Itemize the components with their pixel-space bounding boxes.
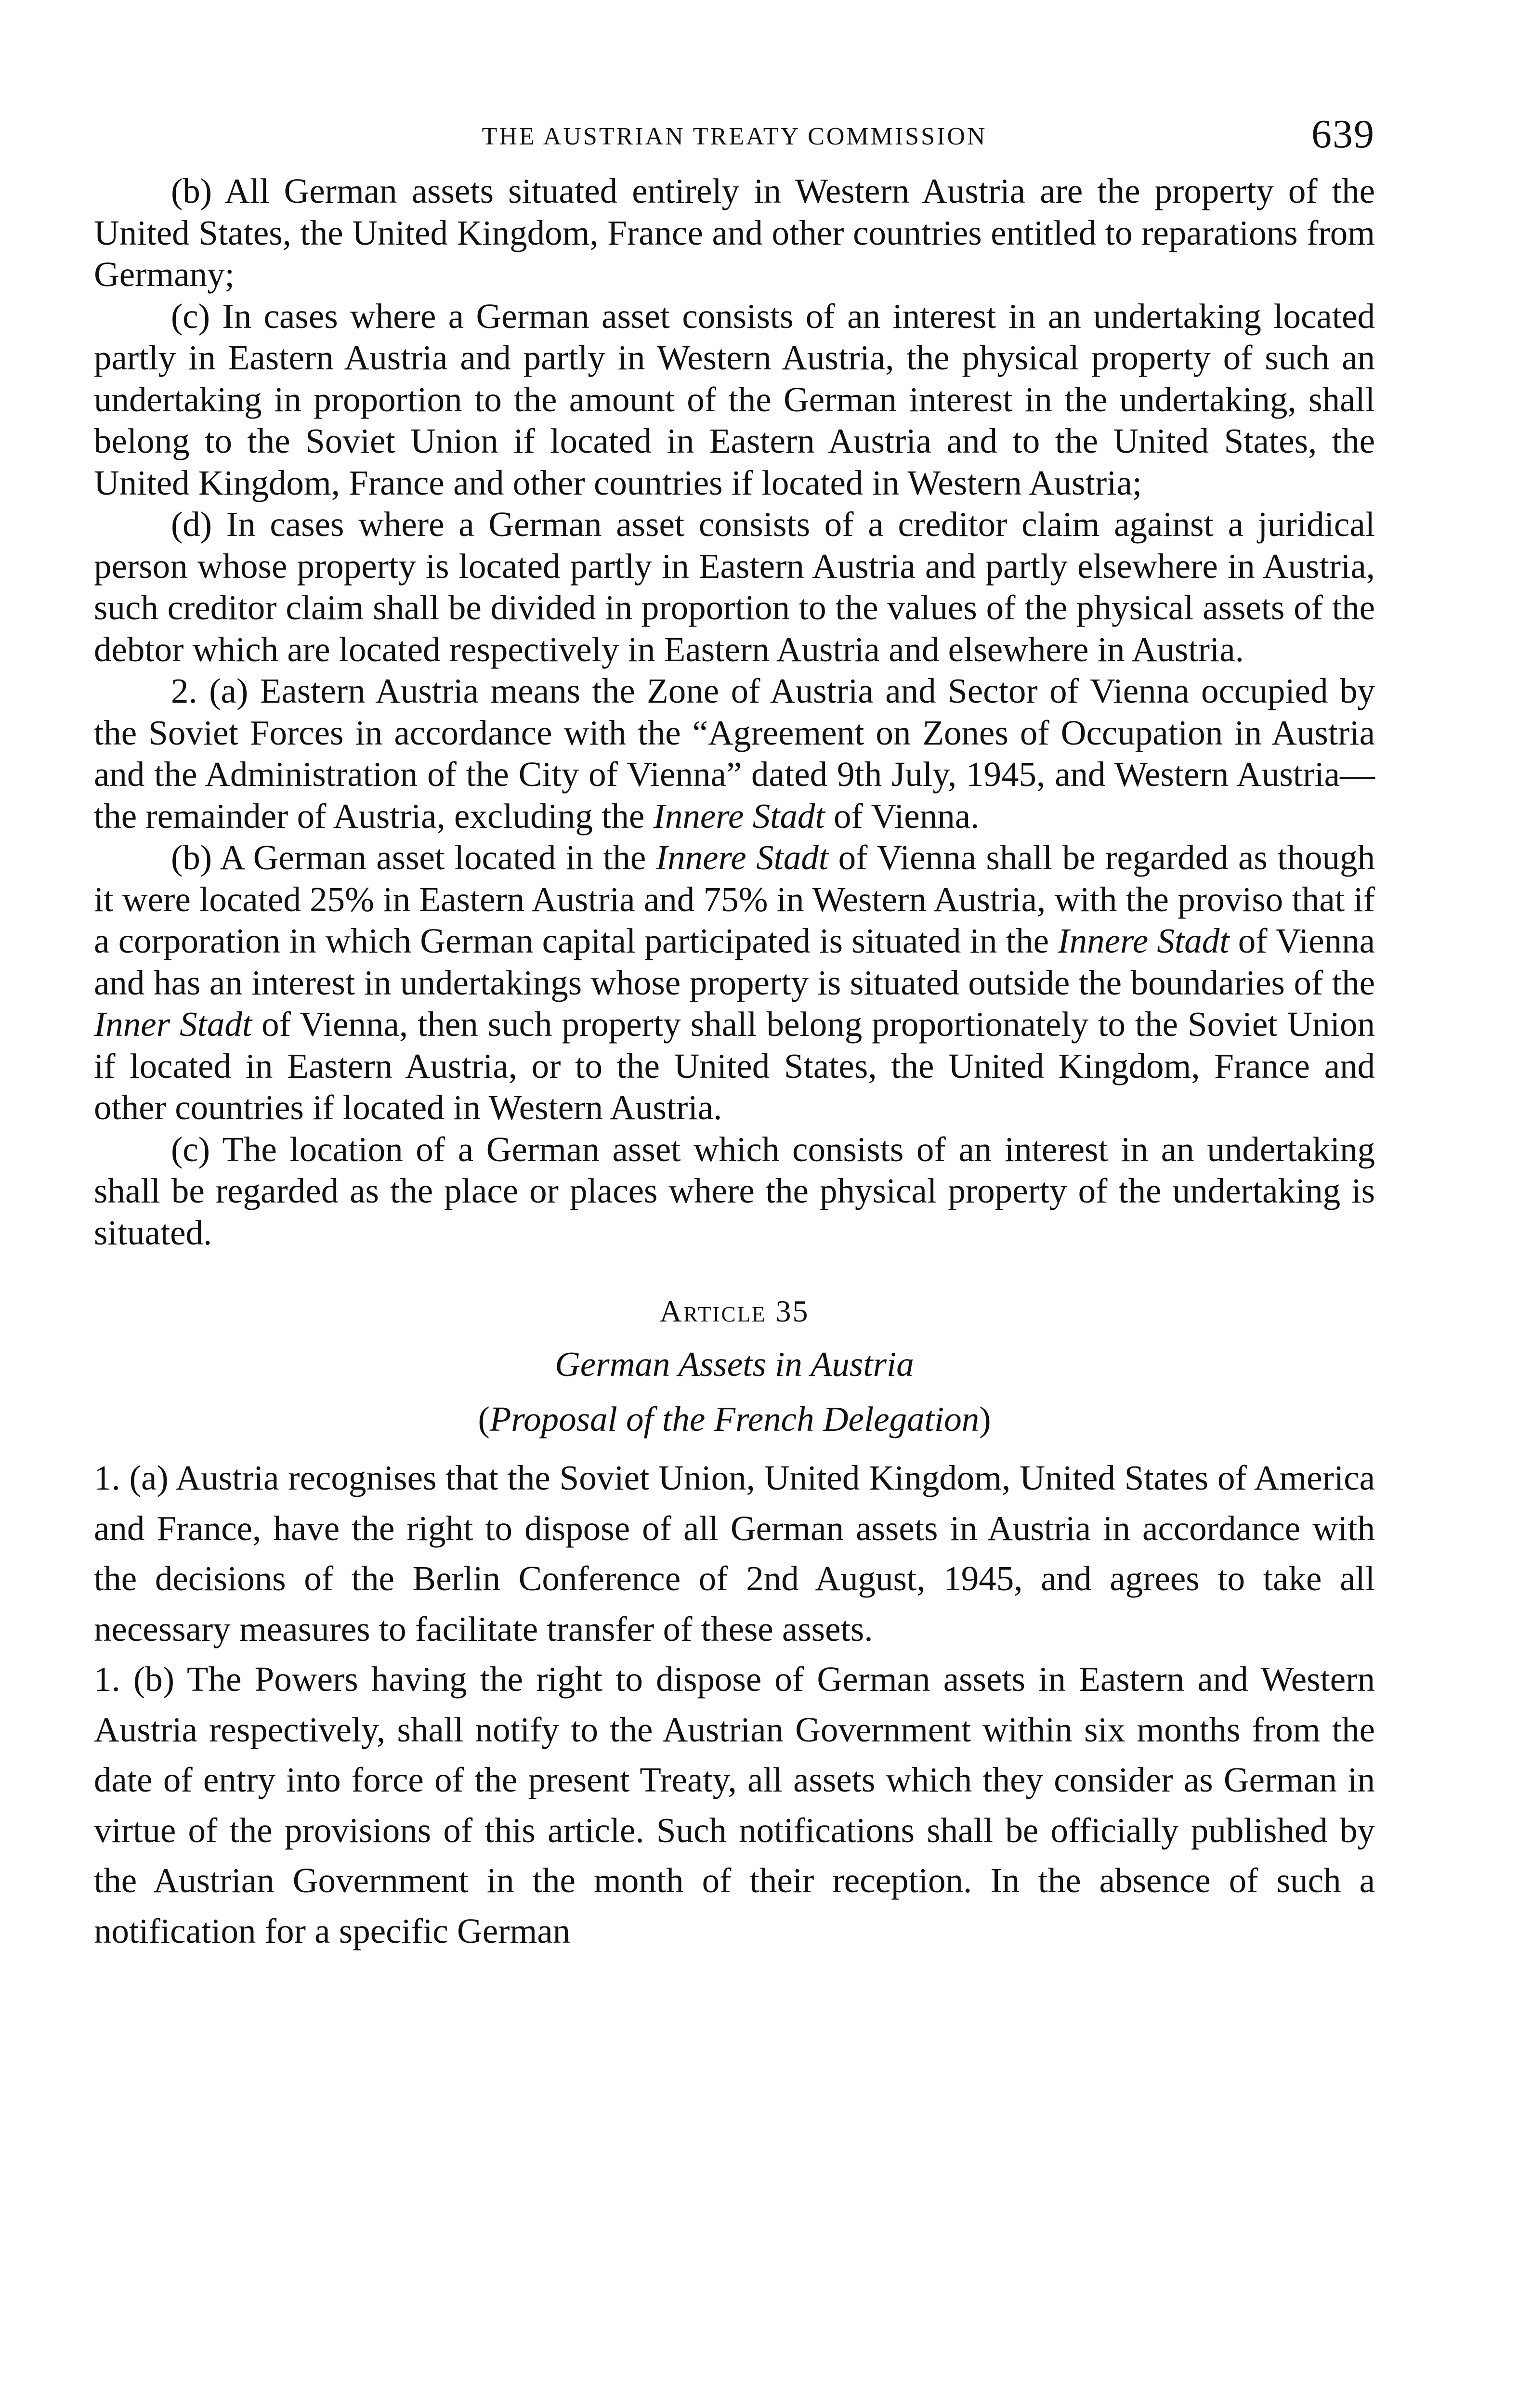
italic-term: Innere Stadt bbox=[655, 838, 829, 877]
paragraph-2c-location-of-asset: (c) The location of a German asset which consists of an interest in an undertaking shall be regarded as the place or places where the physical property of the undertaking is situated. bbox=[94, 1129, 1375, 1252]
paragraph-1b-notification: 1. (b) The Powers having the right to dispose of German assets in Eastern and Western Austria respectively, shall notify to the Austrian Government within six months from the date of entry into force of the present Treaty, all assets which they consider as German in virtue of the provisions of this article. Such notifications shall be officially published by the Austrian Government in the month of their reception. In the absence of such a notification for a specific German bbox=[94, 1660, 1375, 1950]
italic-term: Innere Stadt bbox=[653, 796, 825, 836]
provisions-continued bbox=[94, 170, 1375, 1254]
article-heading bbox=[94, 1287, 1375, 1335]
paragraph-text: (b) A German asset located in the bbox=[171, 838, 656, 877]
page-number: 639 bbox=[1311, 112, 1375, 157]
paragraph-2b-innere-stadt bbox=[94, 837, 1375, 1129]
paragraph-text: 2. (a) Eastern Austria means the Zone of Austria and Sector of Vienna occupied by the Soviet Forces in accordance with the “Agreement on Zones of Occupation in Austria and the Administration of the City of Vienna” dated 9th July, 1945, and Western Austria—the remainder of Austria, excluding the bbox=[94, 671, 1375, 836]
running-header bbox=[94, 111, 1375, 164]
proposal-open-paren: ( bbox=[478, 1400, 490, 1439]
paragraph-1b-western-assets: (b) All German assets situated entirely in Western Austria are the property of the United States, the United Kingdom, France and other countries entitled to reparations from Germany; bbox=[94, 171, 1375, 294]
article-subtitle: German Assets in Austria bbox=[555, 1345, 914, 1384]
italic-term: Inner Stadt bbox=[94, 1005, 252, 1044]
article-35-body bbox=[94, 1453, 1375, 1956]
paragraph-1a-recognition: 1. (a) Austria recognises that the Soviet Union, United Kingdom, United States of America and France, have the right to dispose of all German assets in Austria in accordance with the decisions of the Berlin Conference of 2nd August, 1945, and agrees to take all necessary measures to facilitate transfer of these assets. bbox=[94, 1458, 1375, 1649]
paragraph-1c-mixed-undertakings: (c) In cases where a German asset consists of an interest in an undertaking located partly in Eastern Austria and partly in Western Austria, the physical property of such an undertaking in proportion to the amount of the German interest in the undertaking, shall belong to the Soviet Union if located in Eastern Austria and to the United States, the United Kingdom, France and other countries if located in Western Austria; bbox=[94, 296, 1375, 502]
italic-term: Innere Stadt bbox=[1058, 921, 1230, 960]
proposal-text: Proposal of the French Delegation bbox=[489, 1400, 980, 1439]
proposal-close-paren: ) bbox=[979, 1400, 991, 1439]
paragraph-text: of Vienna, then such property shall belong proportionately to the Soviet Union if located in Eastern Austria, or to the United States, the United Kingdom, France and other countries if located in Western Austria. bbox=[94, 1005, 1375, 1127]
article-proposal-note bbox=[94, 1393, 1375, 1445]
paragraph-text: of Vienna and has an interest in undertakings whose property is situated outside the boundaries of the bbox=[94, 921, 1375, 1002]
article-heading-word: Article bbox=[659, 1294, 767, 1328]
paragraph-1d-creditor-claims: (d) In cases where a German asset consists of a creditor claim against a juridical person whose property is located partly in Eastern Austria and partly elsewhere in Austria, such creditor claim shall be divided in proportion to the values of the physical assets of the debtor which are located respectively in Eastern Austria and elsewhere in Austria. bbox=[94, 505, 1375, 669]
document-page bbox=[94, 111, 1375, 1956]
paragraph-text: of Vienna shall be regarded as though it were located 25% in Eastern Austria and 75% in Western Austria, with the proviso that if a corporation in which German capital participated is situated in the bbox=[94, 838, 1375, 960]
article-number: 35 bbox=[775, 1294, 810, 1328]
paragraph-2a-eastern-austria-definition bbox=[94, 670, 1375, 837]
running-title: THE AUSTRIAN TREATY COMMISSION bbox=[482, 123, 987, 150]
paragraph-text: of Vienna. bbox=[824, 796, 980, 836]
